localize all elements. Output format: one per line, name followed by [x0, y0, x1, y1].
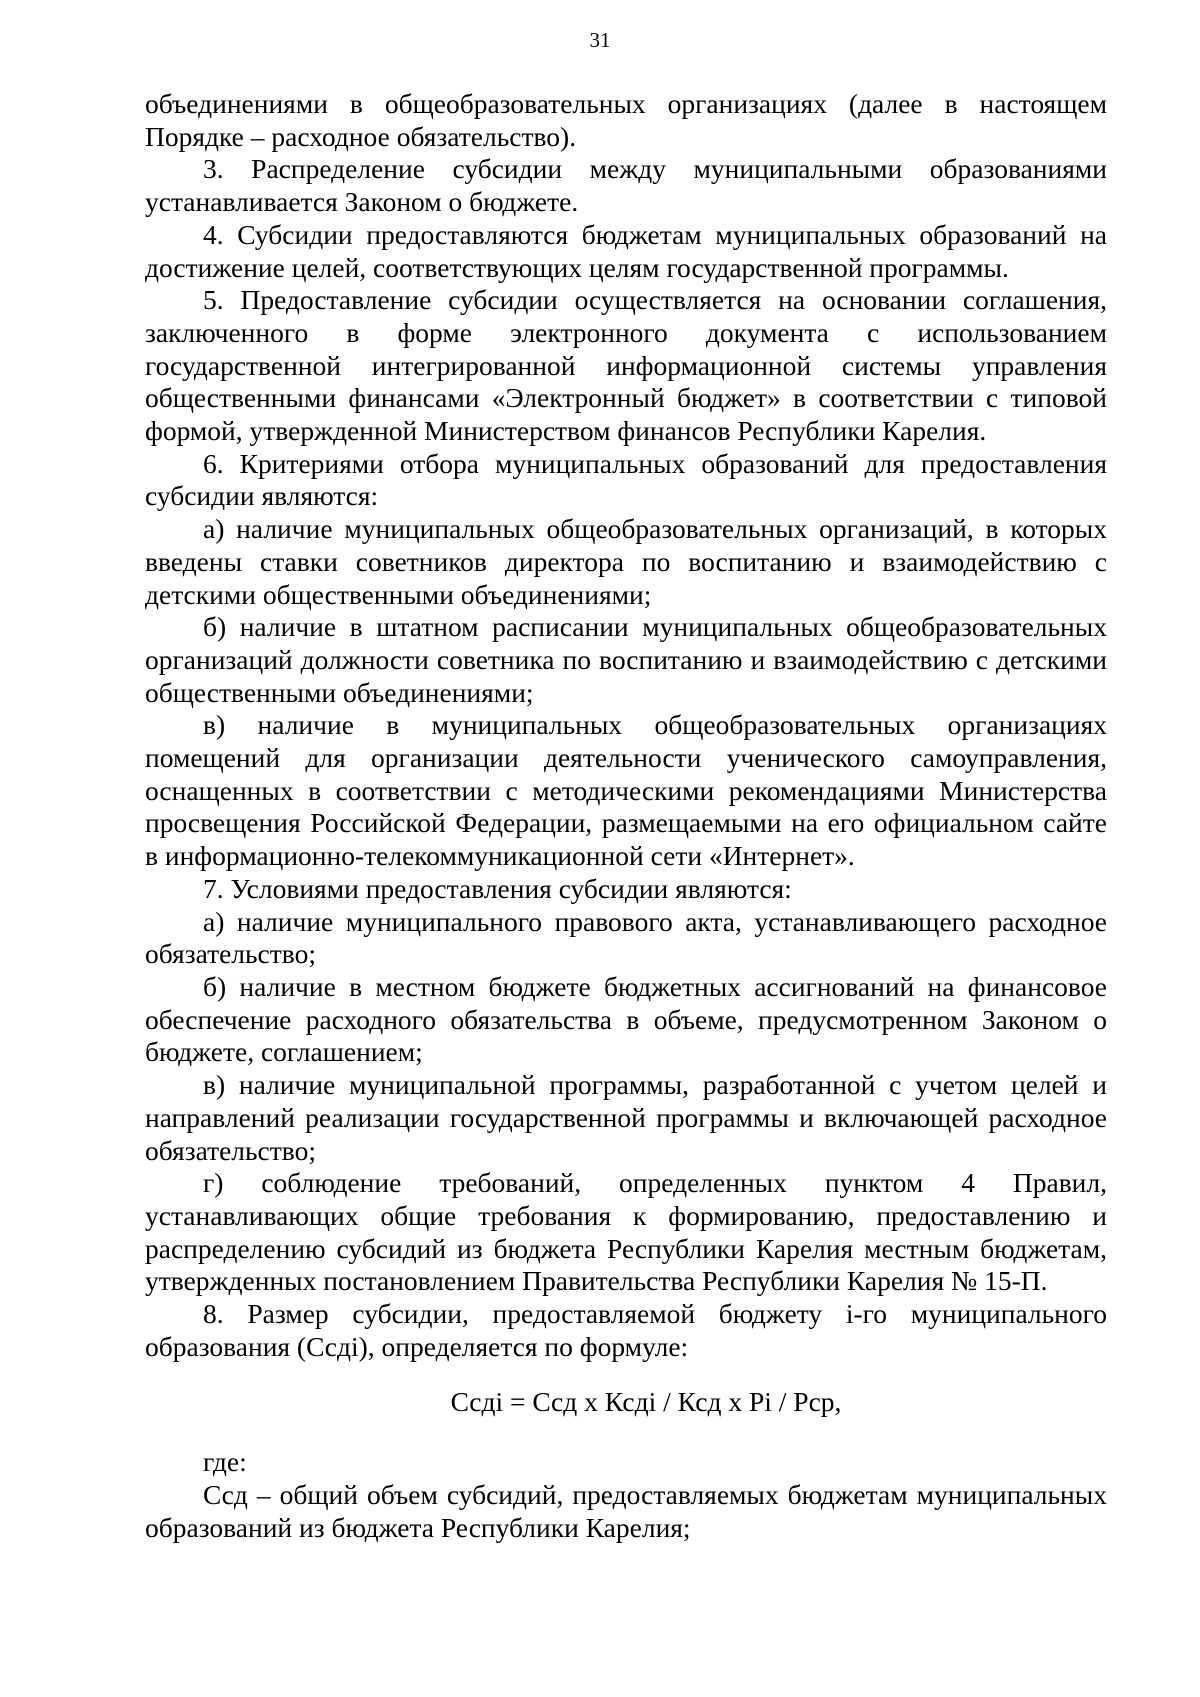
paragraph: 5. Предоставление субсидии осуществляется на основании соглашения, заключенного в форме электронного документа с использованием государственной интегрированной информационной системы управления общественными финансами «Электронный бюджет» в соответствии с типовой формой, утвержденной Министерством финансов Республики Карелия. — [145, 284, 1107, 447]
paragraph: 8. Размер субсидии, предоставляемой бюджету i-го муниципального образования (Ссдi), определяется по формуле: — [145, 1298, 1107, 1362]
paragraph: объединениями в общеобразовательных организациях (далее в настоящем Порядке – расходное обязательство). — [145, 88, 1107, 152]
paragraph: 3. Распределение субсидии между муниципальными образованиями устанавливается Законом о бюджете. — [145, 153, 1107, 218]
paragraph: б) наличие в местном бюджете бюджетных ассигнований на финансовое обеспечение расходного обязательства в объеме, предусмотренном Законом о бюджете, соглашением; — [145, 970, 1107, 1068]
paragraph: а) наличие муниципальных общеобразовательных организаций, в которых введены ставки советников директора по воспитанию и взаимодействию с детскими общественными объединениями; — [145, 513, 1107, 610]
paragraph: 6. Критериями отбора муниципальных образований для предоставления субсидии являются: — [145, 447, 1107, 512]
paragraph: 7. Условиями предоставления субсидии являются: — [203, 872, 792, 904]
where-label: где: — [203, 1446, 247, 1478]
formula: Ссдi = Ссд x Ксдi / Ксд x Рi / Рср, — [450, 1386, 842, 1418]
document-body — [145, 88, 1107, 1544]
paragraph: а) наличие муниципального правового акта, устанавливающего расходное обязательство; — [145, 905, 1107, 970]
definition: Ссд – общий объем субсидий, предоставляемых бюджетам муниципальных образований из бюджета Республики Карелия; — [145, 1478, 1107, 1543]
paragraph: 4. Субсидии предоставляются бюджетам муниципальных образований на достижение целей, соответствующих целям государственной программы. — [145, 218, 1107, 283]
paragraph: в) наличие муниципальной программы, разработанной с учетом целей и направлений реализации государственной программы и включающей расходное обязательство; — [145, 1069, 1107, 1166]
paragraph: б) наличие в штатном расписании муниципальных общеобразовательных организаций должности советника по воспитанию и взаимодействию с детскими общественными объединениями; — [145, 611, 1107, 708]
paragraph: г) соблюдение требований, определенных пунктом 4 Правил, устанавливающих общие требования к формированию, предоставлению и распределению субсидий из бюджета Республики Карелия местным бюджетам, утвержденных постановлением Правительства Республики Карелия № 15-П. — [145, 1167, 1107, 1297]
page-number: 31 — [589, 28, 611, 52]
paragraph: в) наличие в муниципальных общеобразовательных организациях помещений для организации деятельности ученического самоуправления, оснащенных в соответствии с методическими рекомендациями Министерства просвещения Российской Федерации, размещаемыми на его официальном сайте в информационно-телекоммуникационной сети «Интернет». — [145, 709, 1107, 872]
